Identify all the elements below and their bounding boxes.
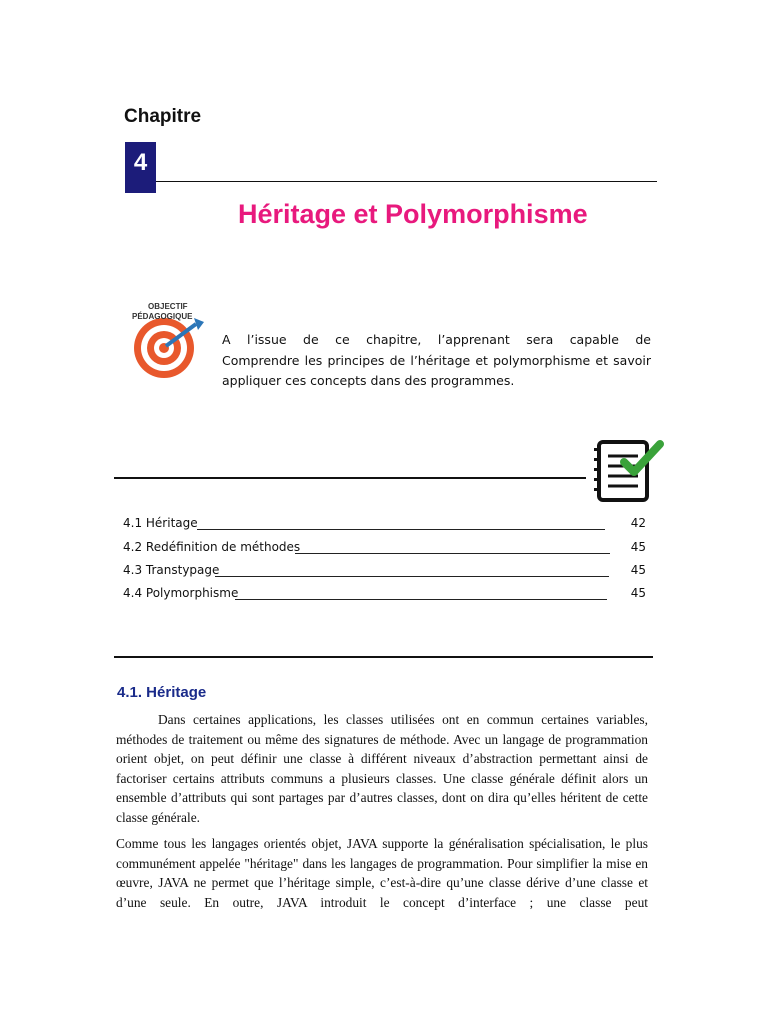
chapter-number: 4 [125,142,156,193]
chapter-label: Chapitre [124,106,202,127]
objective-line: A l’issue de ce chapitre, l’apprenant sera capable de [222,332,651,347]
objective-line: appliquer ces concepts dans des programmes. [222,373,515,388]
toc-item[interactable] [123,516,646,536]
toc-leader [235,599,607,600]
target-icon [128,300,214,382]
toc-item[interactable] [123,540,646,560]
toc-item[interactable] [123,563,646,583]
toc-item-title: 4.4 Polymorphisme [123,586,239,600]
toc-leader [295,553,610,554]
toc-item-page: 45 [630,540,646,554]
objective-line: Comprendre les principes de l’héritage et polymorphisme et savoir [222,352,651,368]
toc-leader [197,529,605,530]
section-heading: 4.1. Héritage [117,684,207,701]
toc-item-page: 42 [630,516,646,530]
toc-item-title: 4.3 Transtypage [123,563,220,577]
toc-item-page: 45 [630,563,646,577]
toc-item-page: 45 [630,586,646,600]
chapter-rule [156,181,657,182]
section-rule [114,656,653,658]
checklist-icon [594,438,664,504]
badge-line1: OBJECTIF [148,302,188,311]
toc-item-title: 4.2 Redéfinition de méthodes [123,540,301,554]
toc-item-title: 4.1 Héritage [123,516,198,530]
badge-line2: PÉDAGOGIQUE [132,312,193,321]
chapter-title: Héritage et Polymorphisme [238,199,588,229]
objective-text [222,330,651,392]
toc-leader [215,576,609,577]
body-paragraph: Dans certaines applications, les classes utilisées ont en commun certaines variables, méthodes de traitement ou même des signatures de méthode. Avec un langage de programmation orient objet, on peut définir une classe à différent niveaux d’abstraction permettant ainsi de factoriser certains attributs communs a plusieurs classes. Une classe générale définit alors un ensemble d’attributs qui sont partages par d’autres classes, dont on dira qu’elles héritent de cette classe générale. [116,712,648,825]
body-paragraph: Comme tous les langages orientés objet, JAVA supporte la généralisation spécialisation, le plus communément appelée "héritage" dans les langages de programmation. Pour simplifier la mise en œuvre, JAVA ne permet que l’héritage simple, c’est-à-dire qu’une classe dérive d’une classe et d’une seule. En outre, JAVA introduit le concept d’interface ; une classe peut [116,836,648,910]
toc-item[interactable] [123,586,646,606]
toc-rule [114,477,586,479]
